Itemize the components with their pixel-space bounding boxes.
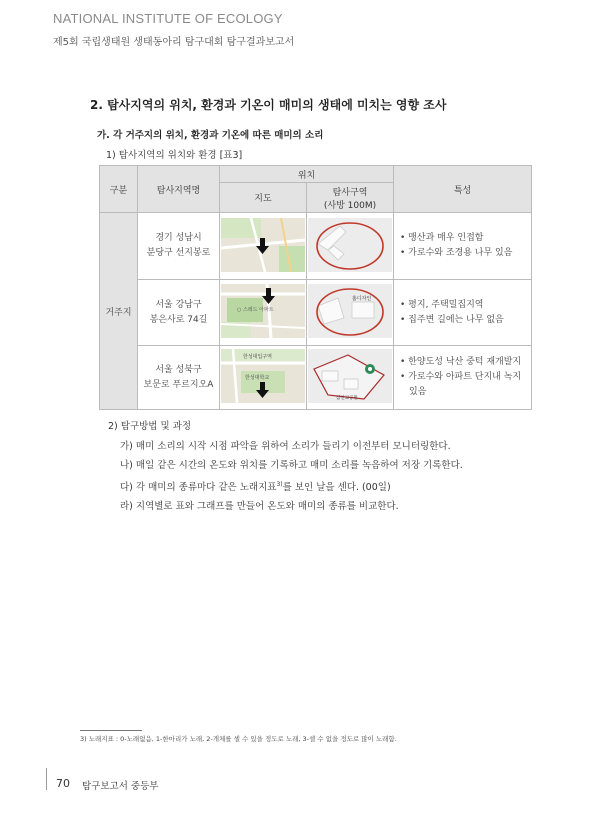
report-subtitle: 제5회 국립생태원 생태동아리 탐구대회 탐구결과보고서 — [53, 37, 295, 48]
feature-item: • 집주변 길에는 나무 없음 — [400, 314, 504, 325]
feature-item: 있음 — [409, 387, 427, 397]
header-zone-label: 탐사구역 — [332, 187, 368, 198]
table-row — [100, 213, 532, 280]
map-cell — [220, 213, 307, 280]
feature-item: • 맹산과 매우 인접함 — [400, 233, 484, 243]
feature-item: • 가로수와 아파트 단지내 녹지 — [400, 372, 522, 382]
page-number: 70 — [56, 777, 70, 790]
feature-item: • 한양도성 낙산 중턱 재개발지 — [400, 357, 522, 367]
step-item: 나) 매일 같은 시간의 온도와 위치를 기록하고 매미 소리를 녹음하여 저장 기록한다. — [120, 460, 463, 471]
zone-label: 홈디자인 — [352, 296, 372, 302]
zone-cell — [307, 280, 394, 346]
zone-map-image — [308, 284, 392, 338]
footer-divider — [46, 768, 47, 790]
step-item: 가) 매미 소리의 시작 시점 파악을 위하여 소리가 들리기 이전부터 모니터링한다. — [120, 441, 451, 452]
header-category: 구분 — [100, 166, 138, 213]
header-region: 탐사지역명 — [138, 166, 220, 213]
zone-cell — [307, 213, 394, 280]
map-image — [221, 218, 305, 272]
feature-cell — [394, 213, 532, 280]
survey-table — [99, 165, 532, 410]
region-line: 봉은사로 74길 — [149, 314, 208, 325]
region-line: 보문로 푸르지오A — [143, 379, 214, 390]
region-cell — [138, 346, 220, 410]
group-label: 거주지 — [100, 213, 138, 410]
section-title: 2. 탐사지역의 위치, 환경과 기온이 매미의 생태에 미치는 영향 조사 — [90, 98, 447, 112]
region-cell — [138, 280, 220, 346]
map-label: 한성대학교 — [245, 375, 270, 381]
section-subtitle: 가. 각 거주지의 위치, 환경과 기온에 따른 매미의 소리 — [97, 130, 324, 141]
map-cell — [220, 346, 307, 410]
table-row — [100, 280, 532, 346]
region-line: 서울 강남구 — [155, 299, 202, 310]
region-line: 분당구 선지봉로 — [146, 248, 211, 258]
header-zone-sub: (사방 100M) — [323, 200, 377, 211]
region-line: 서울 성북구 — [155, 364, 202, 375]
feature-item: • 평지, 주택밀집지역 — [400, 299, 484, 310]
org-name: NATIONAL INSTITUTE OF ECOLOGY — [53, 11, 283, 26]
method-title: 2) 탐구방법 및 과정 — [108, 421, 192, 432]
step-text: 를 보인 날을 센다. (00일) — [282, 482, 391, 494]
header-location: 위치 — [220, 166, 394, 183]
map-image — [221, 349, 305, 403]
step-item: 라) 지역별로 표와 그래프를 만들어 온도와 매미의 종류를 비교한다. — [120, 501, 399, 513]
location-pin-icon — [365, 364, 375, 374]
header-feature: 특성 — [394, 166, 532, 213]
feature-item: • 가로수와 조경용 나무 있음 — [400, 248, 513, 258]
zone-label: 삼선교공원 — [336, 396, 358, 401]
footnote-text: 3) 노래지표 : 0-노래없음, 1-한마리가 노래, 2-개체를 셀 수 있을 정도로 노래, 3-셀 수 없을 정도로 많이 노래함. — [80, 735, 397, 743]
zone-map-image — [308, 349, 392, 403]
map-image — [221, 284, 305, 338]
region-cell — [138, 213, 220, 280]
map-cell — [220, 280, 307, 346]
step-item — [120, 475, 463, 497]
method-steps — [120, 437, 463, 516]
header-zone — [307, 183, 394, 213]
step-text: 다) 각 매미의 종류마다 같은 노래지표 — [120, 482, 277, 494]
zone-map-image — [308, 218, 392, 272]
header-map: 지도 — [220, 183, 307, 213]
table-row — [100, 346, 532, 410]
footnote-divider — [80, 730, 142, 731]
zone-cell — [307, 346, 394, 410]
region-line: 경기 성남시 — [155, 233, 202, 243]
footer-label: 탐구보고서 중등부 — [82, 781, 159, 792]
map-label: 한성대입구역 — [243, 354, 272, 360]
feature-cell — [394, 346, 532, 410]
footnote-ref: 3) — [276, 481, 283, 488]
subsection-title: 1) 탐사지역의 위치와 환경 [표3] — [106, 150, 243, 161]
map-label: ○ 스레드 아파트 — [237, 307, 274, 313]
feature-cell — [394, 280, 532, 346]
